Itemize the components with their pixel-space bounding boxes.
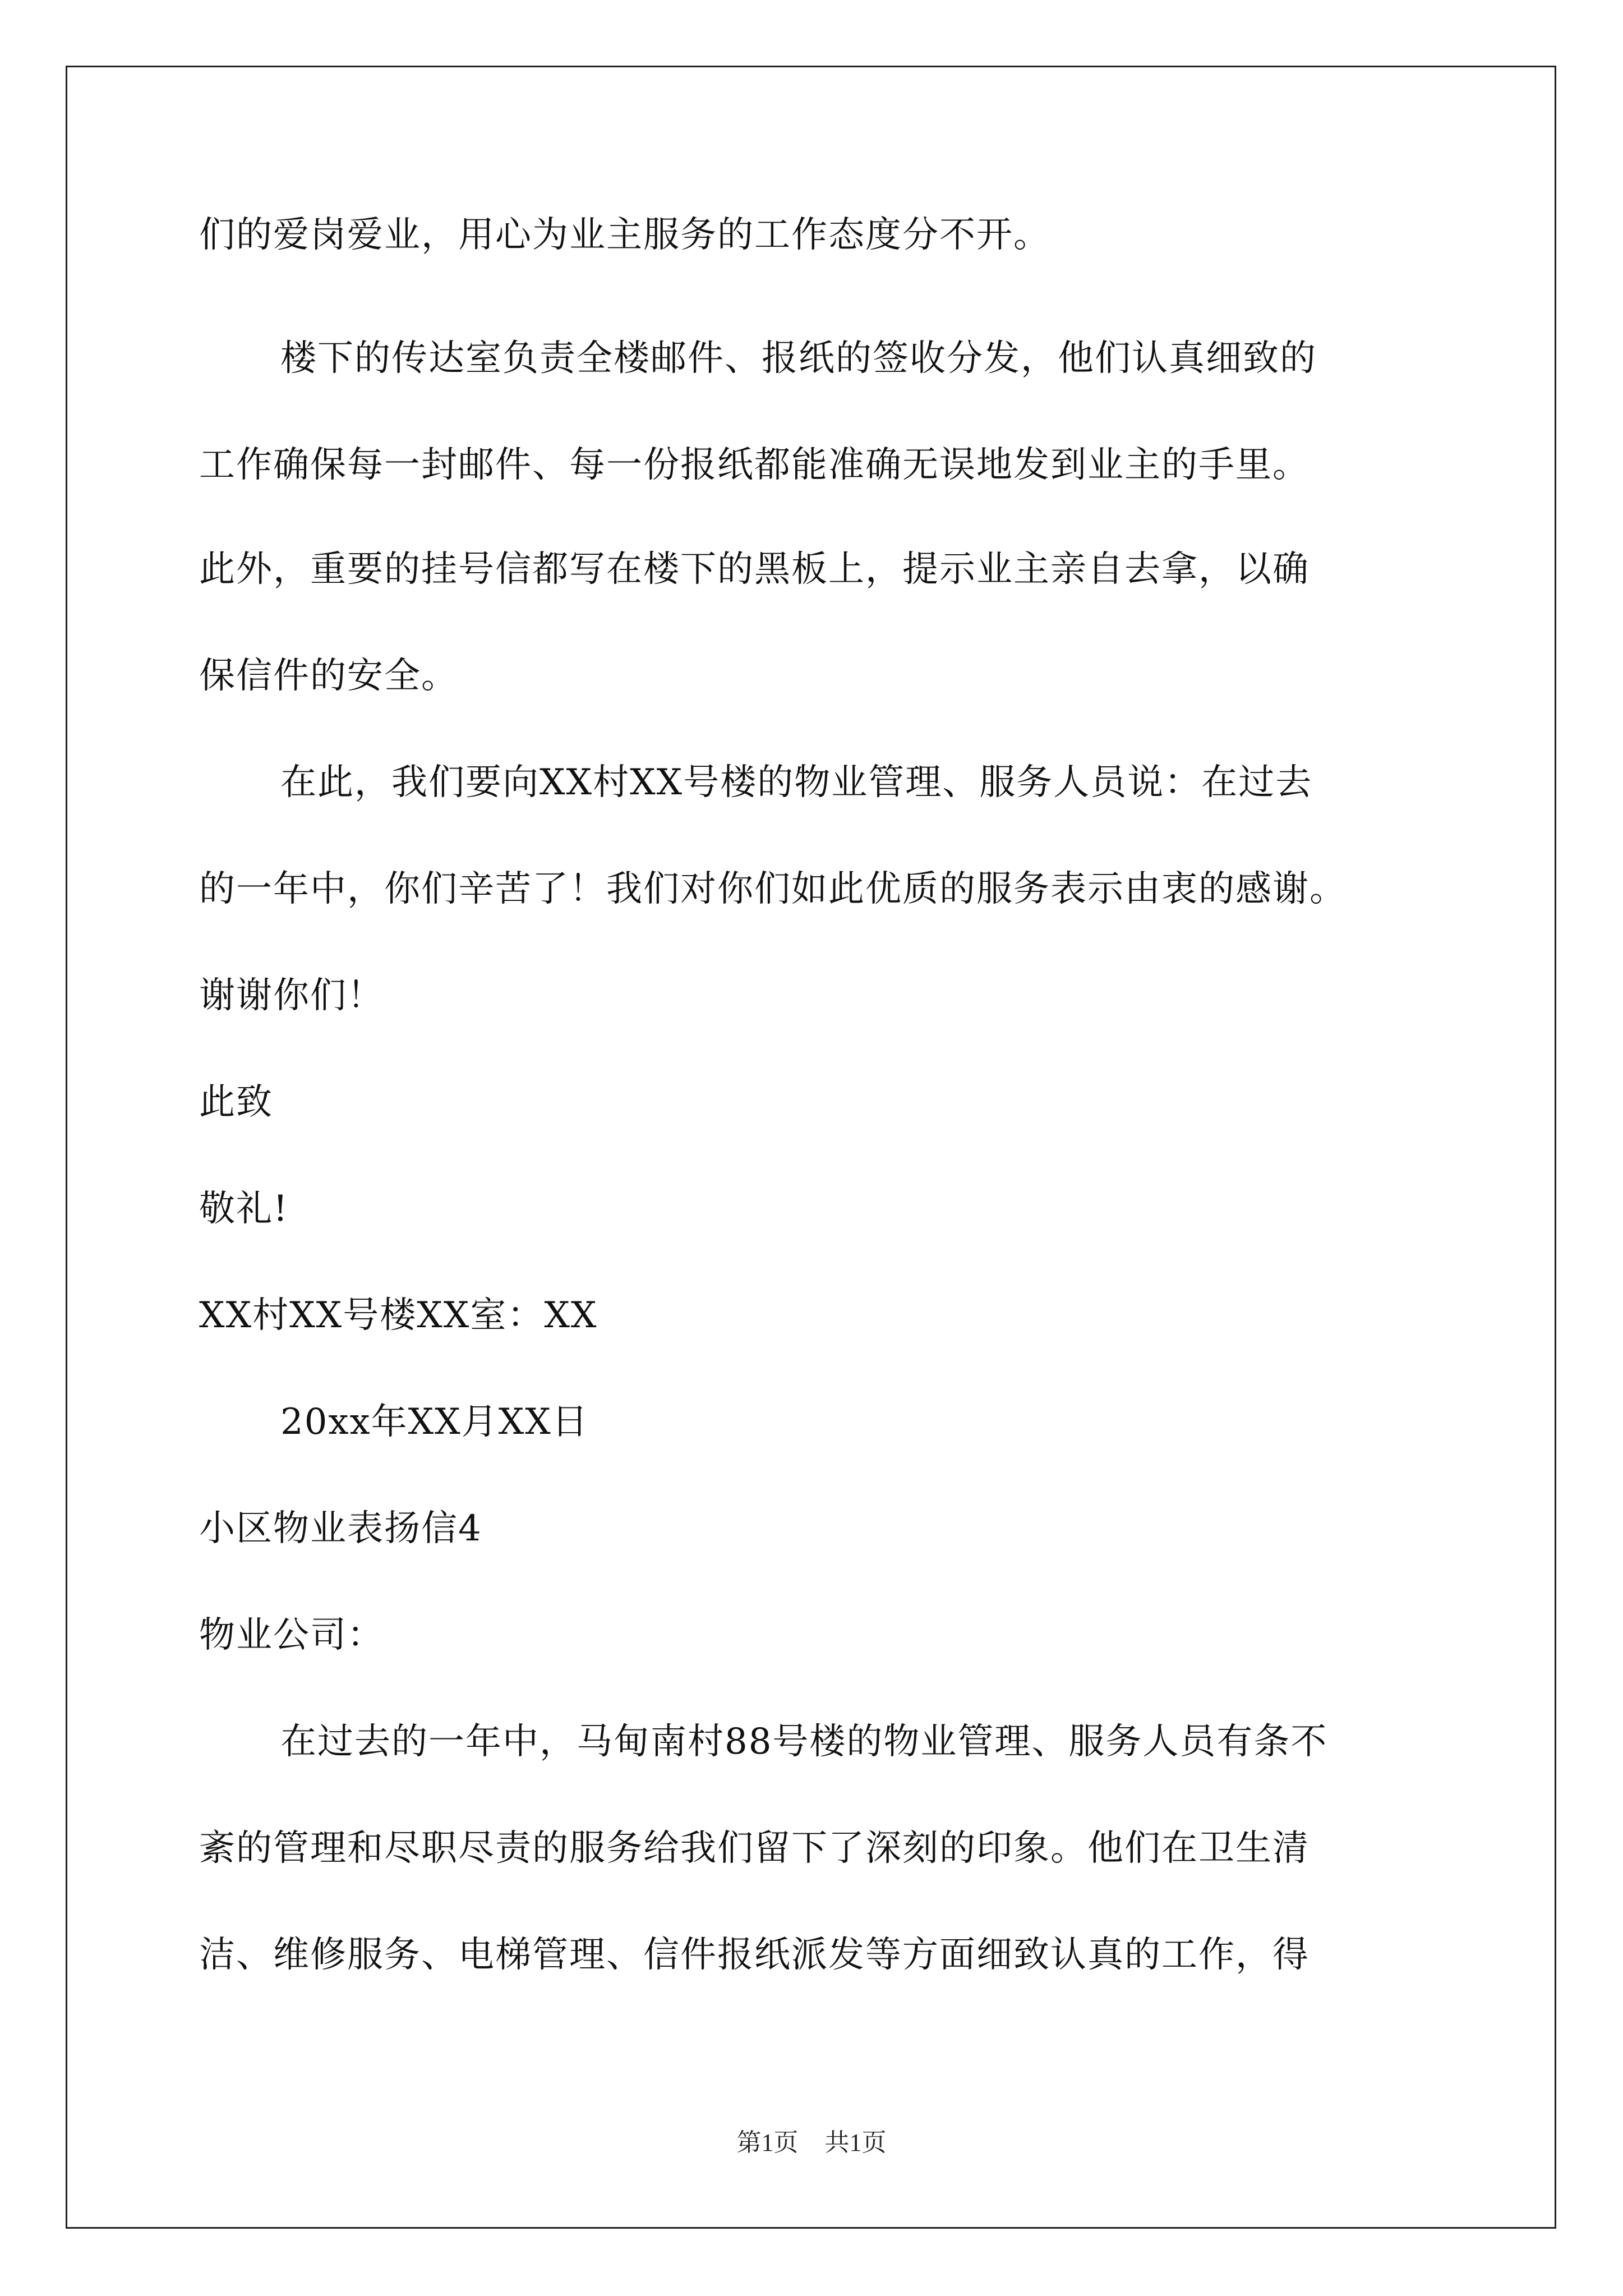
- section-title: 小区物业表扬信4: [199, 1508, 482, 1549]
- paragraph-line: 工作确保每一封邮件、每一份报纸都能准确无误地发到业主的手里。: [199, 444, 1310, 486]
- paragraph-line: 的一年中，你们辛苦了！我们对你们如此优质的服务表示由衷的感谢。: [199, 868, 1347, 910]
- page-total: 共1页: [824, 2129, 887, 2156]
- page-footer: [0, 2126, 1623, 2160]
- paragraph-line: 此外，重要的挂号信都写在楼下的黑板上，提示业主亲自去拿，以确: [199, 549, 1310, 590]
- salutation-line: 物业公司：: [199, 1614, 384, 1656]
- paragraph-line: 紊的管理和尽职尽责的服务给我们留下了深刻的印象。他们在卫生清: [199, 1828, 1310, 1869]
- paragraph-line: 在此，我们要向XX村XX号楼的物业管理、服务人员说：在过去: [280, 762, 1313, 803]
- paragraph-line: 谢谢你们！: [199, 975, 384, 1016]
- paragraph-line: 洁、维修服务、电梯管理、信件报纸派发等方面细致认真的工作，得: [199, 1934, 1310, 1976]
- page-number: 第1页: [736, 2129, 799, 2156]
- signature-line: XX村XX号楼XX室：XX: [199, 1295, 598, 1336]
- closing-line: 此致: [199, 1082, 273, 1123]
- paragraph-line: 们的爱岗爱业，用心为业主服务的工作态度分不开。: [199, 214, 1050, 256]
- page-border: [66, 66, 1556, 2229]
- paragraph-line: 在过去的一年中，马甸南村88号楼的物业管理、服务人员有条不: [280, 1721, 1328, 1763]
- date-line: 20xx年XX月XX日: [280, 1401, 589, 1443]
- paragraph-line: 楼下的传达室负责全楼邮件、报纸的签收分发，他们认真细致的: [280, 338, 1317, 379]
- closing-line: 敬礼!: [199, 1188, 289, 1230]
- paragraph-line: 保信件的安全。: [199, 655, 458, 697]
